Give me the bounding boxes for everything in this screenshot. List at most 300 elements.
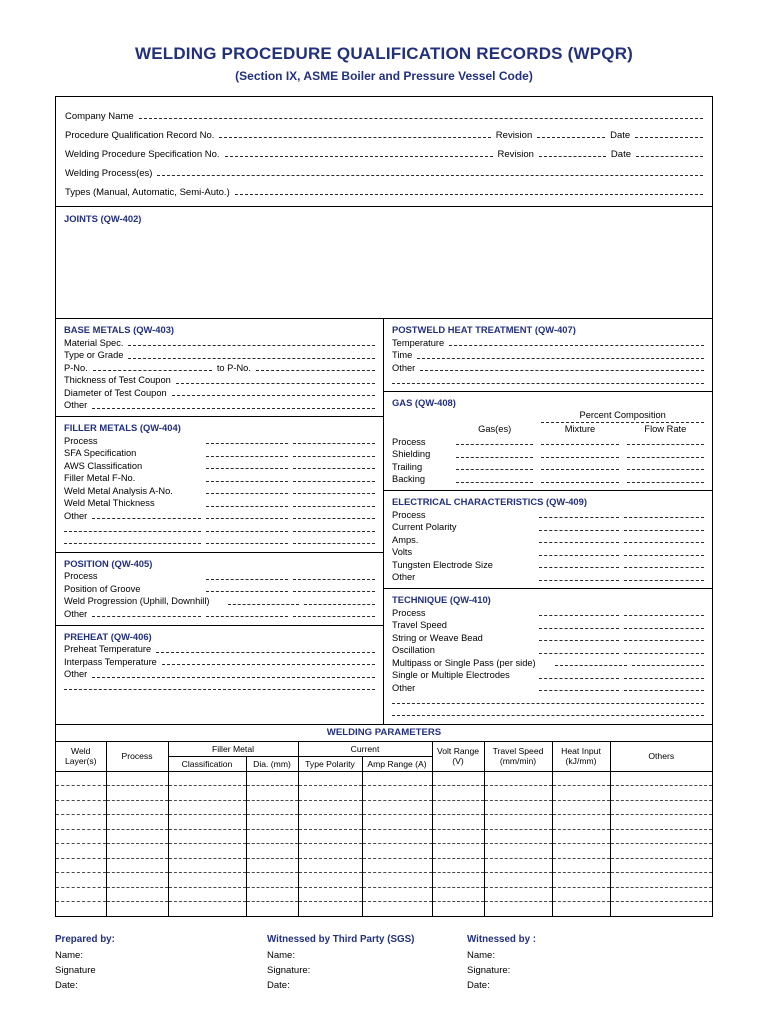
fill-line [228, 604, 299, 605]
empty-cell [246, 771, 298, 786]
column-header: Weld Layer(s) [56, 742, 106, 772]
field-row [392, 656, 704, 669]
field-row [64, 361, 375, 374]
empty-cell [432, 873, 484, 888]
field-row [392, 349, 704, 362]
parameters-empty-row [56, 771, 712, 786]
field-row [64, 484, 375, 497]
empty-cell [552, 873, 610, 888]
fill-line [636, 156, 703, 157]
field-row [392, 533, 704, 546]
empty-cell [56, 887, 106, 902]
fill-line [235, 194, 703, 195]
fill-line [219, 137, 490, 138]
empty-cell [362, 858, 432, 873]
fill-line [624, 567, 704, 568]
field-label: Position of Groove [64, 583, 141, 594]
empty-cell [432, 844, 484, 859]
field-label: Company Name [65, 111, 134, 122]
empty-cell [246, 844, 298, 859]
fill-line [293, 518, 375, 519]
field-row [392, 571, 704, 584]
field-label: Material Spec. [64, 337, 124, 348]
empty-cell [610, 815, 712, 830]
empty-cell [432, 829, 484, 844]
field-label: Weld Metal Thickness [64, 498, 155, 508]
percent-composition-header: Percent Composition [541, 410, 704, 423]
empty-cell [552, 815, 610, 830]
fill-line [293, 531, 375, 532]
field-label: Weld Progression (Uphill, Downhill) [64, 596, 210, 606]
empty-cell [246, 786, 298, 801]
field-label: Current Polarity [392, 522, 457, 532]
empty-cell [56, 844, 106, 859]
fill-line [176, 383, 375, 384]
field-label: Volts [392, 547, 413, 557]
gas-table [392, 410, 704, 485]
column-header: Others [610, 742, 712, 772]
empty-cell [610, 858, 712, 873]
empty-cell [246, 873, 298, 888]
fill-line [206, 616, 288, 617]
fill-line [627, 482, 704, 483]
empty-cell [168, 800, 246, 815]
empty-cell [56, 858, 106, 873]
field-label: Weld Metal Analysis A-No. [64, 485, 173, 496]
empty-cell [610, 873, 712, 888]
empty-cell [298, 887, 362, 902]
field-row [64, 643, 375, 656]
footer-name-label: Name: [467, 950, 495, 961]
field-label: Time [392, 350, 413, 360]
field-row [392, 558, 704, 571]
field-row [64, 349, 375, 362]
empty-cell [610, 887, 712, 902]
field-label: Filler Metal F-No. [64, 473, 136, 483]
column-header: Process [106, 742, 168, 772]
field-row [64, 459, 375, 472]
empty-cell [432, 786, 484, 801]
field-row [392, 694, 704, 707]
fill-line [256, 370, 375, 371]
empty-cell [56, 771, 106, 786]
parameters-empty-row [56, 858, 712, 873]
fill-line [420, 370, 704, 371]
empty-cell [484, 800, 552, 815]
field-row [392, 631, 704, 644]
fill-line [392, 383, 704, 384]
field-row [64, 607, 375, 620]
empty-cell [56, 873, 106, 888]
field-label: Process [392, 436, 426, 447]
fill-line [627, 469, 704, 470]
field-label: String or Weave Bead [392, 632, 483, 643]
fill-line [539, 690, 619, 691]
fill-line [624, 690, 704, 691]
fill-line [627, 457, 704, 458]
empty-cell [106, 786, 168, 801]
empty-cell [298, 902, 362, 917]
empty-cell [106, 887, 168, 902]
fill-line [632, 665, 704, 666]
empty-cell [246, 858, 298, 873]
section-technique [384, 589, 712, 724]
section-joints [56, 207, 712, 319]
field-row [392, 706, 704, 719]
fill-line [456, 469, 533, 470]
fill-line [627, 444, 704, 445]
fill-line [206, 506, 288, 507]
field-row [392, 669, 704, 682]
empty-cell [362, 786, 432, 801]
field-label: Other [64, 669, 88, 679]
gas-column-header: Mixture [564, 424, 596, 434]
empty-cell [610, 829, 712, 844]
fill-line [293, 493, 375, 494]
field-row [64, 497, 375, 510]
empty-cell [298, 815, 362, 830]
fill-line [92, 616, 201, 617]
column-subheader: Amp Range (A) [362, 756, 432, 771]
fill-line [92, 408, 375, 409]
fill-line [449, 345, 704, 346]
parameters-empty-row [56, 829, 712, 844]
empty-cell [484, 873, 552, 888]
field-label: Temperature [392, 337, 445, 348]
empty-cell [362, 887, 432, 902]
field-row [64, 668, 375, 681]
fill-line [304, 604, 375, 605]
fill-line [555, 665, 627, 666]
field-label: Date [610, 149, 631, 160]
field-label: Welding Procedure Specification No. [65, 149, 220, 160]
field-row [65, 103, 703, 122]
fill-line [92, 518, 201, 519]
two-column-area [56, 319, 712, 725]
parameters-empty-row [56, 815, 712, 830]
empty-cell [106, 829, 168, 844]
empty-cell [106, 771, 168, 786]
page-title: WELDING PROCEDURE QUALIFICATION RECORDS (WPQR) [134, 44, 634, 63]
column-header: Filler Metal [168, 742, 298, 757]
empty-cell [552, 771, 610, 786]
empty-cell [432, 815, 484, 830]
footer-prepared-by [55, 932, 267, 993]
empty-cell [168, 815, 246, 830]
empty-cell [246, 829, 298, 844]
fill-line [624, 678, 704, 679]
section-position [56, 553, 383, 626]
fill-line [541, 444, 618, 445]
fill-line [206, 468, 288, 469]
field-row [392, 508, 704, 521]
field-row [64, 399, 375, 412]
empty-cell [484, 844, 552, 859]
fill-line [624, 555, 704, 556]
fill-line [206, 443, 288, 444]
empty-cell [56, 829, 106, 844]
empty-cell [610, 771, 712, 786]
section-filler-metals [56, 417, 383, 553]
field-row [64, 680, 375, 693]
welding-parameters-title: WELDING PARAMETERS [56, 725, 712, 742]
empty-cell [168, 829, 246, 844]
fill-line [206, 493, 288, 494]
field-label: Travel Speed [392, 620, 447, 630]
field-label: Oscillation [392, 645, 435, 655]
fill-line [225, 156, 493, 157]
empty-cell [168, 902, 246, 917]
field-row [64, 522, 375, 535]
empty-cell [432, 887, 484, 902]
field-label: Procedure Qualification Record No. [65, 130, 215, 141]
field-label: Trailing [392, 461, 423, 472]
field-label: Other [392, 682, 416, 693]
fill-line [293, 456, 375, 457]
field-row [65, 179, 703, 198]
fill-line [139, 118, 703, 119]
fill-line [537, 137, 605, 138]
field-label: Shielding [392, 449, 431, 459]
empty-cell [432, 800, 484, 815]
empty-cell [432, 858, 484, 873]
welding-parameters-section [56, 725, 712, 917]
field-row [392, 644, 704, 657]
field-label: Process [392, 607, 426, 618]
empty-cell [106, 815, 168, 830]
field-row [64, 336, 375, 349]
empty-cell [298, 858, 362, 873]
empty-cell [298, 829, 362, 844]
fill-line [539, 530, 619, 531]
empty-cell [298, 844, 362, 859]
fill-line [157, 175, 703, 176]
fill-line [635, 137, 703, 138]
empty-cell [552, 844, 610, 859]
section-title: BASE METALS (QW-403) [64, 324, 175, 335]
fill-line [456, 457, 533, 458]
empty-cell [432, 771, 484, 786]
footer-name-label: Name: [267, 950, 295, 961]
footer-signature-label: Signature [55, 965, 96, 976]
field-label: to P-No. [216, 362, 251, 373]
footer-witnessed-by [467, 932, 713, 993]
field-label: Revision [495, 130, 533, 141]
empty-cell [298, 786, 362, 801]
field-label: AWS Classification [64, 460, 143, 471]
section-title: POSTWELD HEAT TREATMENT (QW-407) [392, 324, 576, 335]
field-label: SFA Specification [64, 448, 137, 458]
fill-line [541, 469, 618, 470]
fill-line [206, 531, 288, 532]
fill-line [172, 395, 375, 396]
empty-cell [56, 786, 106, 801]
fill-line [541, 457, 618, 458]
fill-line [624, 517, 704, 518]
field-row [65, 141, 703, 160]
empty-cell [552, 902, 610, 917]
fill-line [64, 543, 201, 544]
fill-line [624, 530, 704, 531]
fill-line [206, 518, 288, 519]
empty-cell [298, 873, 362, 888]
footer-heading: Witnessed by Third Party (SGS) [267, 934, 415, 945]
field-row [64, 472, 375, 485]
parameters-table [56, 742, 712, 917]
field-row [65, 122, 703, 141]
field-row [64, 509, 375, 522]
empty-cell [610, 844, 712, 859]
field-row [392, 361, 704, 374]
footer [55, 932, 713, 993]
header-section [56, 97, 712, 207]
empty-cell [168, 771, 246, 786]
section-title: GAS (QW-408) [392, 397, 456, 408]
fill-line [64, 531, 201, 532]
field-label: Backing [392, 474, 426, 484]
fill-line [206, 543, 288, 544]
fill-line [293, 481, 375, 482]
field-label: Process [392, 509, 426, 520]
field-label: Other [64, 510, 88, 521]
fill-line [624, 615, 704, 616]
field-label: Other [64, 400, 88, 410]
fill-line [128, 358, 375, 359]
field-label: Process [64, 571, 98, 581]
parameters-empty-row [56, 800, 712, 815]
empty-cell [362, 873, 432, 888]
field-row [64, 655, 375, 668]
section-title: JOINTS (QW-402) [64, 213, 142, 224]
fill-line [624, 628, 704, 629]
empty-cell [298, 771, 362, 786]
section-base-metals [56, 319, 383, 417]
parameters-empty-row [56, 844, 712, 859]
fill-line [156, 652, 375, 653]
fill-line [539, 580, 619, 581]
fill-line [539, 653, 619, 654]
section-title: ELECTRICAL CHARACTERISTICS (QW-409) [392, 496, 587, 507]
field-label: Other [64, 608, 88, 619]
fill-line [624, 653, 704, 654]
empty-cell [168, 858, 246, 873]
fill-line [206, 456, 288, 457]
empty-cell [362, 902, 432, 917]
fill-line [539, 156, 606, 157]
footer-witnessed-third-party [267, 932, 467, 993]
empty-cell [168, 873, 246, 888]
field-label: P-No. [64, 362, 88, 373]
empty-cell [610, 902, 712, 917]
fill-line [293, 506, 375, 507]
empty-cell [362, 800, 432, 815]
empty-cell [552, 887, 610, 902]
empty-cell [362, 829, 432, 844]
empty-cell [484, 829, 552, 844]
fill-line [539, 640, 619, 641]
field-row [64, 570, 375, 583]
empty-cell [552, 829, 610, 844]
field-label: Other [392, 362, 416, 373]
footer-date-label: Date: [467, 980, 490, 991]
empty-cell [168, 887, 246, 902]
fill-line [64, 689, 375, 690]
empty-cell [552, 800, 610, 815]
fill-line [539, 678, 619, 679]
field-label: Interpass Temperature [64, 656, 157, 667]
fill-line [539, 542, 619, 543]
footer-heading: Witnessed by : [467, 934, 537, 945]
empty-cell [484, 771, 552, 786]
parameters-empty-row [56, 873, 712, 888]
field-label: Other [392, 572, 416, 582]
fill-line [93, 370, 212, 371]
field-label: Multipass or Single Pass (per side) [392, 657, 536, 668]
section-title: POSITION (QW-405) [64, 557, 153, 569]
fill-line [392, 715, 704, 716]
column-subheader: Dia. (mm) [246, 756, 298, 771]
empty-cell [168, 786, 246, 801]
fill-line [293, 591, 375, 592]
gas-column-header: Flow Rate [644, 424, 687, 434]
empty-cell [168, 844, 246, 859]
field-label: Amps. [392, 534, 419, 545]
field-row [392, 619, 704, 632]
field-row [392, 681, 704, 694]
right-column [384, 319, 712, 724]
fill-line [624, 580, 704, 581]
column-header: Volt Range (V) [432, 742, 484, 772]
field-row [64, 582, 375, 595]
empty-cell [106, 844, 168, 859]
empty-cell [552, 858, 610, 873]
fill-line [456, 482, 533, 483]
column-header: Travel Speed (mm/min) [484, 742, 552, 772]
footer-signature-label: Signature: [267, 965, 311, 976]
column-subheader: Classification [168, 756, 246, 771]
empty-cell [298, 800, 362, 815]
section-title: PREHEAT (QW-406) [64, 630, 152, 642]
fill-line [128, 345, 375, 346]
field-row [64, 374, 375, 387]
fill-line [206, 591, 288, 592]
left-column [56, 319, 384, 724]
fill-line [624, 640, 704, 641]
form-box [55, 96, 713, 917]
field-row [392, 336, 704, 349]
section-title: FILLER METALS (QW-404) [64, 422, 181, 433]
fill-line [92, 677, 375, 678]
fill-line [162, 664, 375, 665]
field-row [64, 434, 375, 447]
field-label: Tungsten Electrode Size [392, 559, 493, 570]
empty-cell [484, 786, 552, 801]
empty-cell [106, 902, 168, 917]
field-label: Date [610, 130, 631, 141]
fill-line [417, 358, 704, 359]
section-electrical-characteristics [384, 491, 712, 589]
fill-line [539, 517, 619, 518]
section-preheat [56, 626, 383, 724]
fill-line [539, 555, 619, 556]
fill-line [293, 543, 375, 544]
empty-cell [552, 786, 610, 801]
empty-cell [106, 858, 168, 873]
fill-line [539, 628, 619, 629]
empty-cell [484, 858, 552, 873]
field-row [64, 534, 375, 547]
empty-cell [56, 902, 106, 917]
